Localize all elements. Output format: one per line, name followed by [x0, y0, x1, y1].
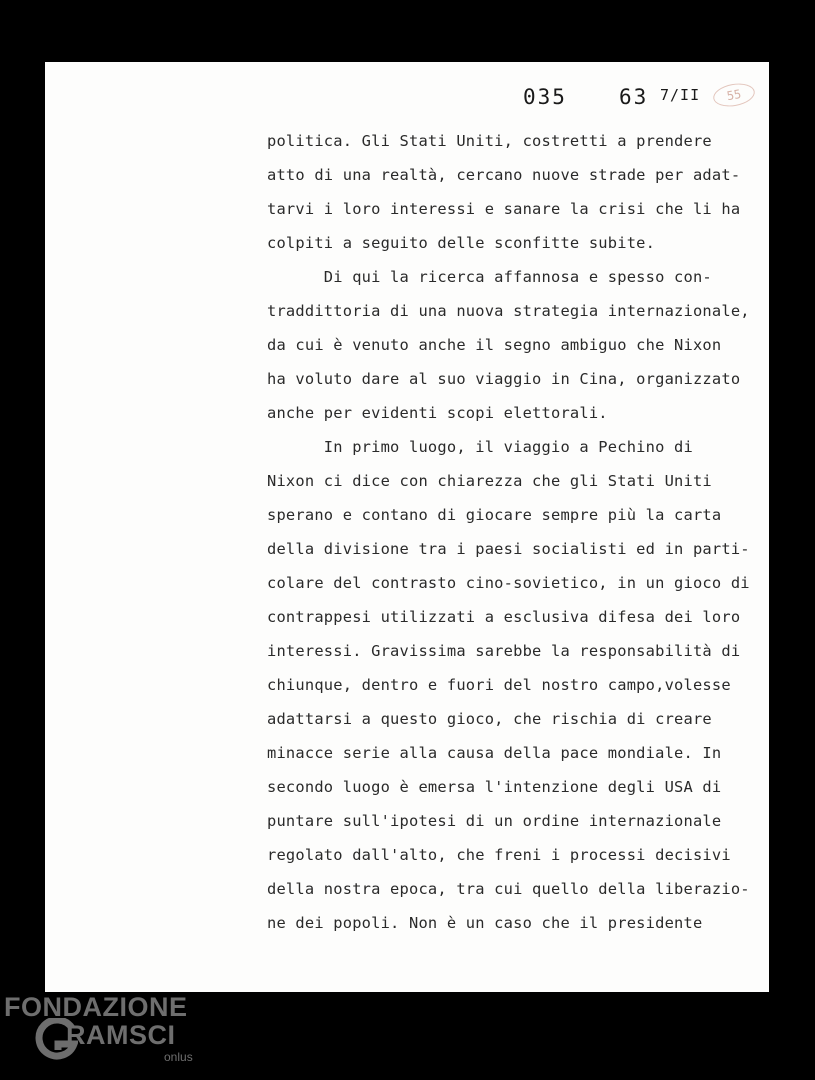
document-page	[45, 62, 769, 992]
text-line: regolato dall'alto, che freni i processi decisivi	[267, 846, 731, 864]
text-line: tarvi i loro interessi e sanare la crisi che li ha	[267, 200, 741, 218]
logo-onlus: onlus	[164, 1050, 193, 1064]
text-line: da cui è venuto anche il segno ambiguo che Nixon	[267, 336, 722, 354]
text-line: puntare sull'ipotesi di un ordine internazionale	[267, 812, 722, 830]
text-line: traddittoria di una nuova strategia internazionale,	[267, 302, 750, 320]
text-line: Nixon ci dice con chiarezza che gli Stati Uniti	[267, 472, 712, 490]
text-line: secondo luogo è emersa l'intenzione degli USA di	[267, 778, 722, 796]
text-line: minacce serie alla causa della pace mondiale. In	[267, 744, 722, 762]
text-line: della divisione tra i paesi socialisti ed in parti-	[267, 540, 750, 558]
logo-line-2: RAMSCI	[66, 1020, 176, 1050]
text-line: sperano e contano di giocare sempre più la carta	[267, 506, 722, 524]
text-line: della nostra epoca, tra cui quello della liberazio-	[267, 880, 750, 898]
text-line: adattarsi a questo gioco, che rischia di creare	[267, 710, 712, 728]
text-line: anche per evidenti scopi elettorali.	[267, 404, 608, 422]
archive-number: 035	[523, 85, 567, 109]
text-line: In primo luogo, il viaggio a Pechino di	[267, 438, 693, 456]
text-line: ne dei popoli. Non è un caso che il presidente	[267, 914, 703, 932]
fondazione-gramsci-logo	[4, 990, 204, 1075]
handwritten-stamp: 55	[711, 81, 756, 110]
text-line: contrappesi utilizzati a esclusiva difesa dei loro	[267, 608, 741, 626]
text-line: colpiti a seguito delle sconfitte subite.	[267, 234, 656, 252]
section-ref: 7/II	[660, 86, 701, 104]
text-line: chiunque, dentro e fuori del nostro campo,volesse	[267, 676, 731, 694]
text-line: atto di una realtà, cercano nuove strade per adat-	[267, 166, 741, 184]
logo-line-1: FONDAZIONE	[4, 992, 188, 1022]
page-header	[45, 82, 769, 112]
text-line: Di qui la ricerca affannosa e spesso con-	[267, 268, 712, 286]
text-line: ha voluto dare al suo viaggio in Cina, organizzato	[267, 370, 741, 388]
page-number: 63	[619, 85, 649, 109]
text-line: interessi. Gravissima sarebbe la responsabilità di	[267, 642, 741, 660]
text-line: politica. Gli Stati Uniti, costretti a prendere	[267, 132, 712, 150]
text-line: colare del contrasto cino-sovietico, in un gioco di	[267, 574, 750, 592]
